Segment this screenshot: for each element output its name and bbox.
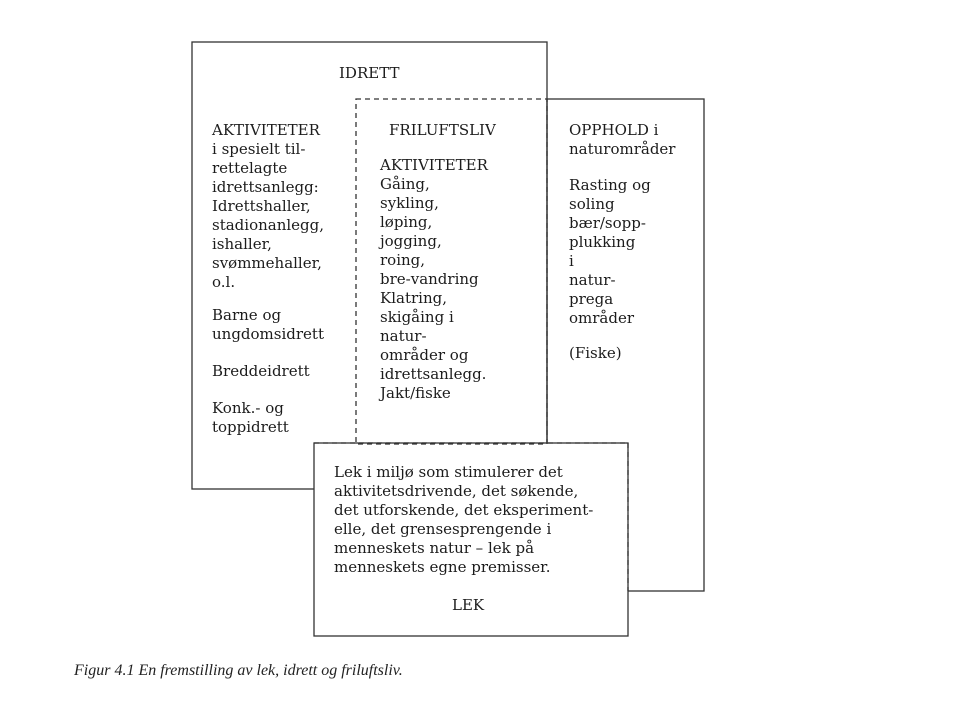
friluftsliv-activities: AKTIVITETER Gåing, sykling, løping, jogging, roing, bre-vandring Klatring, skigåing i natur- områder og idrettsanlegg. Jakt/fiske [380,156,488,402]
idrett-konk-topp: Konk.- og toppidrett [212,399,289,436]
opphold-title: OPPHOLD i naturområder [569,121,676,158]
opphold-activities: Rasting og soling bær/sopp- plukking i natur- prega områder [569,176,651,327]
lek-title: LEK [452,596,485,614]
opphold-fiske: (Fiske) [569,344,622,362]
idrett-title: IDRETT [339,64,400,82]
idrett-activities: AKTIVITETER i spesielt til- rettelagte idrettsanlegg: Idrettshaller, stadionanlegg, ishaller, svømmehaller, o.l. [212,121,325,291]
figure-caption: Figur 4.1 En fremstilling av lek, idrett og friluftsliv. [74,662,403,679]
friluftsliv-title: FRILUFTSLIV [389,121,496,139]
idrett-barne-ungdom: Barne og ungdomsidrett [212,306,324,343]
lek-description: Lek i miljø som stimulerer det aktivitetsdrivende, det søkende, det utforskende, det eksperiment- elle, det grensesprengende i menneskets natur – lek på menneskets egne premisser. [334,463,594,576]
idrett-bredde: Breddeidrett [212,362,310,380]
